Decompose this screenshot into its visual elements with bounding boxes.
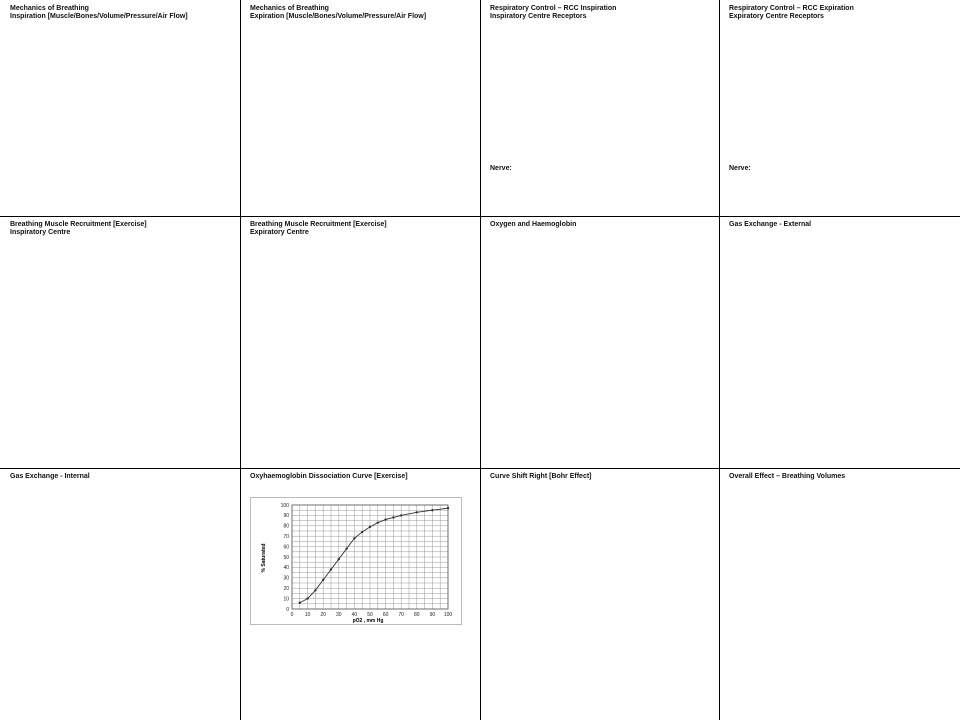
y-tick-label: 100	[280, 502, 289, 509]
y-tick-label: 70	[283, 534, 289, 540]
x-tick-label: 40	[351, 612, 358, 618]
cell-title	[250, 5, 426, 21]
cell-overall-effect	[719, 468, 960, 720]
cell-muscle-recruitment-expiratory	[240, 216, 480, 468]
cell-respiratory-control-inspiration	[480, 0, 719, 216]
cell-title-line1: Mechanics of Breathing	[250, 5, 329, 12]
data-point	[345, 547, 347, 549]
dissociation-chart	[250, 497, 462, 625]
data-point	[361, 531, 363, 533]
cell-title	[10, 5, 188, 21]
x-tick-label: 60	[382, 612, 389, 618]
cell-title-line2: Inspiratory Centre Receptors	[490, 13, 587, 20]
y-tick-label: 40	[283, 565, 289, 572]
data-point	[400, 514, 402, 516]
x-tick-label: 20	[320, 612, 326, 618]
y-tick-label: 50	[283, 554, 289, 561]
y-tick-label: 90	[283, 513, 289, 520]
x-tick-label: 70	[398, 612, 404, 618]
x-tick-label: 30	[336, 612, 342, 618]
cell-mechanics-expiration	[240, 0, 480, 216]
cell-title-line1: Gas Exchange - External	[729, 221, 812, 228]
y-axis-label: % Saturated	[261, 543, 267, 573]
cell-title	[490, 221, 576, 229]
cell-title-line1: Curve Shift Right [Bohr Effect]	[490, 473, 592, 480]
chart-frame	[251, 498, 462, 625]
cell-curve-shift-right	[480, 468, 719, 720]
cell-title-line1: Respiratory Control – RCC Expiration	[729, 5, 854, 12]
y-tick-label: 0	[286, 606, 289, 613]
data-point	[330, 568, 332, 570]
y-tick-label: 30	[283, 575, 289, 582]
cell-title	[490, 473, 592, 481]
y-tick-label: 10	[283, 596, 289, 603]
cell-title-line2: Inspiratory Centre	[10, 229, 71, 236]
data-point	[369, 526, 371, 528]
cell-title-line1: Respiratory Control – RCC Inspiration	[490, 5, 617, 12]
cell-gas-exchange-internal	[0, 468, 240, 720]
data-point	[416, 511, 418, 513]
cell-gas-exchange-external	[719, 216, 960, 468]
cell-title-line2: Expiratory Centre	[250, 229, 309, 236]
data-point	[314, 589, 316, 591]
x-axis-label: pO2 , mm Hg	[352, 618, 384, 624]
y-tick-label: 80	[283, 523, 289, 530]
data-point	[322, 579, 324, 581]
nerve-label: Nerve:	[490, 165, 512, 172]
data-point	[431, 509, 433, 511]
cell-title-line1: Oxyhaemoglobin Dissociation Curve [Exercise]	[250, 473, 408, 480]
x-tick-label: 90	[429, 612, 436, 618]
data-point	[447, 507, 449, 509]
cell-title-line2: Expiratory Centre Receptors	[729, 13, 824, 20]
chart-grid	[292, 505, 448, 609]
x-tick-label: 100	[443, 612, 453, 618]
cell-title-line1: Overall Effect – Breathing Volumes	[729, 473, 846, 480]
data-point	[377, 521, 379, 523]
x-tick-label: 50	[367, 612, 373, 618]
cell-title-line1: Mechanics of Breathing	[10, 5, 89, 12]
cell-muscle-recruitment-inspiratory	[0, 216, 240, 468]
nerve-label: Nerve:	[729, 165, 751, 172]
cell-mechanics-inspiration	[0, 0, 240, 216]
chart-svg	[250, 497, 462, 625]
cell-title-line1: Gas Exchange - Internal	[10, 473, 90, 480]
x-tick-label: 80	[414, 612, 420, 618]
cell-title-line2: Inspiration [Muscle/Bones/Volume/Pressure/Air Flow]	[10, 13, 188, 20]
cell-title	[250, 221, 387, 237]
cell-title	[250, 473, 408, 481]
y-tick-label: 20	[283, 586, 289, 592]
cell-title-line1: Breathing Muscle Recruitment [Exercise]	[250, 221, 387, 228]
data-point	[392, 516, 394, 518]
data-point	[384, 518, 386, 520]
cell-title	[10, 221, 147, 237]
cell-title	[729, 5, 854, 21]
data-point	[338, 558, 340, 560]
x-tick-label: 0	[290, 612, 294, 618]
cell-title	[729, 473, 845, 481]
cell-title	[10, 473, 90, 481]
data-point	[353, 537, 355, 539]
cell-respiratory-control-expiration	[719, 0, 960, 216]
cell-title	[490, 5, 616, 21]
data-point	[299, 602, 301, 604]
data-point	[306, 597, 308, 599]
cell-title-line2: Expiration [Muscle/Bones/Volume/Pressure/Air Flow]	[250, 13, 427, 20]
cell-title-line1: Breathing Muscle Recruitment [Exercise]	[10, 221, 147, 228]
y-tick-label: 60	[283, 544, 289, 551]
cell-title-line1: Oxygen and Haemoglobin	[490, 221, 577, 228]
cell-oxygen-haemoglobin	[480, 216, 719, 468]
cell-title	[729, 221, 811, 229]
x-tick-label: 10	[304, 612, 311, 618]
